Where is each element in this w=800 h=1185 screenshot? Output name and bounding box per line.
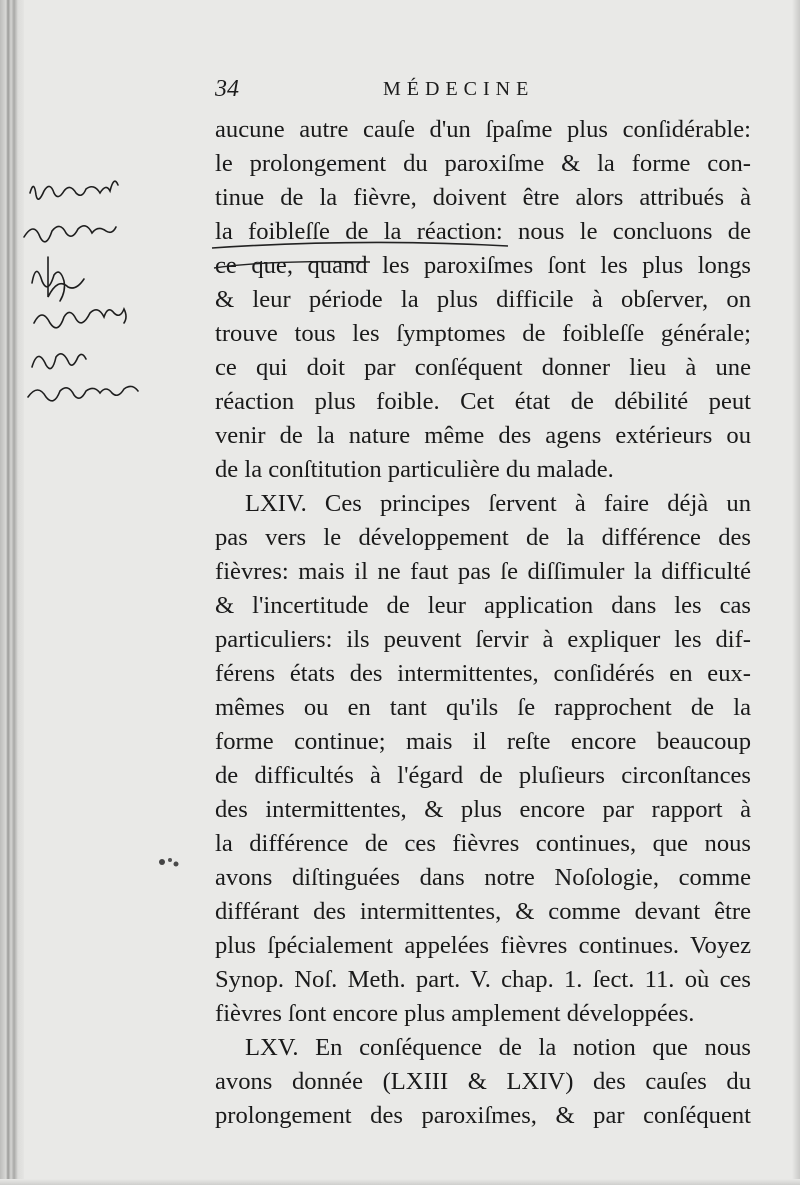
text-line: & leur période la plus difficile à obſerver, on xyxy=(215,286,751,313)
text-line: venir de la nature même des agens extérieurs ou xyxy=(215,422,751,449)
text-line: la différence de ces fièvres continues, que nous xyxy=(215,830,751,857)
text-line: plus ſpécialement appelées fièvres continues. Voyez xyxy=(215,932,751,959)
text-line: avons donnée (LXIII & LXIV) des cauſes du xyxy=(215,1068,751,1095)
text-line: particuliers: ils peuvent ſervir à expliquer les dif- xyxy=(215,626,751,653)
text-line: pas vers le développement de la différence des xyxy=(215,524,751,551)
text-line: différant des intermittentes, & comme devant être xyxy=(215,898,751,925)
text-line: de difficultés à l'égard de pluſieurs circonſtances xyxy=(215,762,751,789)
text-line: fièvres: mais il ne faut pas ſe diſſimuler la difficulté xyxy=(215,558,751,585)
text-line: LXIV. Ces principes ſervent à faire déjà un xyxy=(245,490,751,517)
text-line: ce qui doit par conſéquent donner lieu à une xyxy=(215,354,751,381)
text-line: mêmes ou en tant qu'ils ſe rapprochent de la xyxy=(215,694,751,721)
text-line: fièvres ſont encore plus amplement développées. xyxy=(215,1000,695,1027)
text-line: LXV. En conſéquence de la notion que nous xyxy=(245,1034,751,1061)
text-line: prolongement des paroxiſmes, & par conſéquent xyxy=(215,1102,751,1129)
text-line: la foibleſſe de la réaction: nous le concluons de xyxy=(215,218,751,245)
text-line: de la conſtitution particulière du malade. xyxy=(215,456,614,483)
book-binding-edge xyxy=(0,0,24,1185)
text-line: le prolongement du paroxiſme & la forme con- xyxy=(215,150,751,177)
text-line: trouve tous les ſymptomes de foibleſſe générale; xyxy=(215,320,751,347)
ink-smudge xyxy=(150,850,190,874)
running-head xyxy=(215,76,751,106)
text-line: forme continue; mais il reſte encore beaucoup xyxy=(215,728,751,755)
page-bottom-edge xyxy=(0,1179,800,1185)
text-line: des intermittentes, & plus encore par rapport à xyxy=(215,796,751,823)
text-line: & l'incertitude de leur application dans les cas xyxy=(215,592,751,619)
text-line: férens états des intermittentes, conſidérés en eux- xyxy=(215,660,751,687)
handwritten-underline xyxy=(210,238,510,278)
handwritten-margin-annotation xyxy=(22,165,202,405)
text-line: réaction plus foible. Cet état de débilité peut xyxy=(215,388,751,415)
page-right-edge xyxy=(792,0,800,1185)
text-line: aucune autre cauſe d'un ſpaſme plus conſidérable: xyxy=(215,116,751,143)
text-line: avons diſtinguées dans notre Noſologie, comme xyxy=(215,864,751,891)
page-number: 34 xyxy=(215,76,239,102)
text-line: Synop. Noſ. Meth. part. V. chap. 1. ſect. 11. où ces xyxy=(215,966,751,993)
text-line: ce que, quand les paroxiſmes ſont les plus longs xyxy=(215,252,751,279)
text-line: tinue de la fièvre, doivent être alors attribués à xyxy=(215,184,751,211)
section-title: MÉDECINE xyxy=(383,78,535,100)
